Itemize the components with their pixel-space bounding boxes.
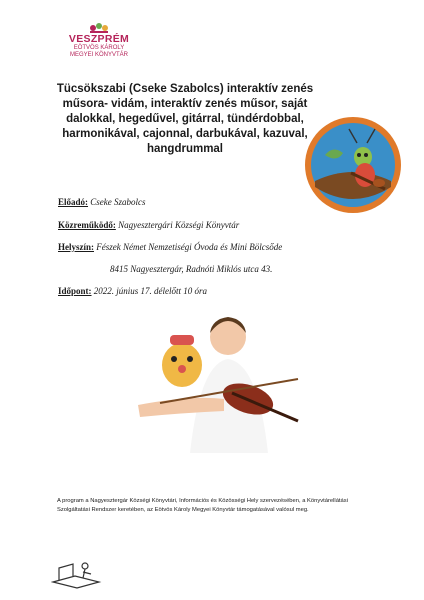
logo-name-line1: EÖTVÖS KÁROLY [73, 45, 125, 51]
time-line [58, 286, 207, 296]
venue-address: 8415 Nagyesztergár, Radnóti Miklós utca 43. [110, 264, 273, 274]
time-value: 2022. június 17. délelőtt 10 óra [93, 286, 208, 296]
library-logo [54, 22, 144, 59]
cooperator-label: Közreműködő: [58, 220, 116, 230]
cooperator-line [58, 220, 239, 230]
venue-line [58, 242, 282, 252]
performer-line [58, 197, 146, 207]
performer-value: Cseke Szabolcs [90, 197, 146, 207]
time-label: Időpont: [58, 286, 92, 296]
footer-note: A program a Nagyesztergár Községi Könyvtári, Információs és Közösségi Hely szervezésében, a Könyvtárellátási Szolgáltatási Rendszer keretében, az Eötvös Károly Megyei Könyvtár támogatásával valósul meg. [57, 498, 348, 513]
book-reader-icon [51, 558, 103, 590]
cooperator-value: Nagyesztergári Községi Könyvtár [118, 220, 240, 230]
plush-toy [162, 335, 202, 387]
venue-label: Helyszín: [58, 242, 94, 252]
cricket-violinist-illustration [303, 115, 403, 215]
performer-label: Előadó: [58, 197, 89, 207]
event-title: Tücsökszabi (Cseke Szabolcs) interaktív zenés műsora- vidám, interaktív zenés műsor, saját dalokkal, hegedűvel, gitárral, tündérdobbal, harmonikával, cajonnal, darbukával, kazuval, hangdrummal [56, 83, 314, 155]
logo-name-line2: MEGYEI KÖNYVTÁR [69, 52, 128, 58]
logo-name-big: VESZPRÉM [68, 33, 130, 45]
performer-photo [120, 303, 316, 453]
venue-value: Fészek Német Nemzetiségi Óvoda és Mini Bölcsőde [96, 242, 283, 252]
